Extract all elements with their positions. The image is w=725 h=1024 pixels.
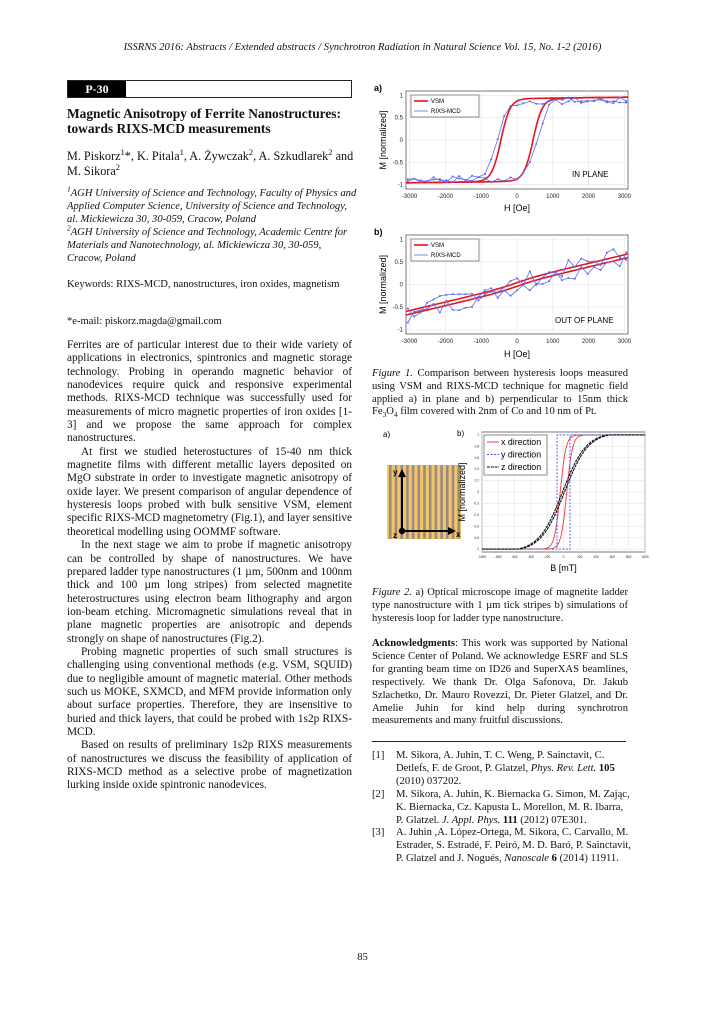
rixs-point	[497, 291, 499, 293]
rixs-point	[593, 266, 595, 268]
rixs-point	[555, 270, 557, 272]
ref-text	[396, 750, 632, 789]
rixs-point	[542, 276, 544, 278]
ref-volume: 105	[598, 762, 615, 774]
rixs-point	[542, 103, 544, 105]
ref-rest: (2010) 037202.	[396, 775, 462, 787]
x-tick-label: -2000	[437, 194, 454, 200]
y-tick-label: -0.5	[392, 305, 403, 311]
rixs-point	[458, 293, 460, 295]
rixs-point	[612, 102, 614, 104]
x-tick-label: 0	[515, 194, 519, 200]
microscope-image	[387, 465, 461, 539]
x-tick-label: -1000	[473, 194, 489, 200]
x-tick-label: -600	[511, 555, 518, 559]
rixs-point	[510, 176, 512, 178]
panel-label: b)	[374, 227, 383, 237]
caption-label: Figure 2.	[372, 587, 412, 598]
y-tick-label: -0.8	[473, 535, 479, 540]
rixs-point	[516, 289, 518, 291]
rixs-point	[426, 181, 428, 183]
rixs-point	[529, 289, 531, 291]
rixs-point	[593, 260, 595, 262]
y-tick-label: 0.4	[474, 467, 479, 472]
rixs-point	[413, 316, 415, 318]
rixs-point	[625, 102, 627, 104]
affil-sup: 1	[67, 184, 71, 194]
rixs-point	[625, 259, 627, 261]
paragraph: Ferrites are of particular interest due to their wide variety of applications in electronics, spintronics and magnetic storage technology. Probing in operando magnetic behavior of nanodevices require quick and responsive experimental methods. RIXS-MCD technique was successfully used for measurements of micro magnetic properties of iron oxides [1-3] and we propose the same approach for complex nanostructures.	[67, 339, 352, 445]
y-tick-label: -1	[397, 327, 403, 334]
paragraph: At first we studied heterostuctures of 15-40 nm thick magnetite films with different metallic layers deposited on MgO substrate in order to investigate magnetic anisotropy of oxide layer. We present comparison of angular dependence of hysteresis loops probed with bulk sensitive VSM, element specific RIXS-MCD magnetometry (Fig.1), and layer sensitive theoretical modelling using OOMMF software.	[67, 445, 352, 538]
rixs-point	[445, 294, 447, 296]
rixs-point	[516, 277, 518, 279]
rixs-point	[567, 259, 569, 261]
rixs-point	[574, 278, 576, 280]
caption-label: Figure 1.	[372, 368, 413, 379]
y-tick-label: 0	[399, 282, 403, 289]
rixs-point	[445, 179, 447, 181]
rixs-point	[458, 178, 460, 180]
rixs-point	[503, 115, 505, 117]
author-affil-sup: 2	[115, 161, 121, 172]
rixs-point	[497, 297, 499, 299]
y-tick-label: 0.2	[474, 478, 479, 483]
figure2-panel-b	[455, 425, 655, 580]
x-tick-label: -200	[544, 555, 551, 559]
rixs-point	[529, 161, 531, 163]
rixs-point	[458, 175, 460, 177]
caption-text: a) Optical microscope image of magnetite ladder type nanostructure with 1 µm tick stripes b) simulations of hysteresis loop for ladder type nanostructure.	[372, 587, 628, 624]
rixs-point	[503, 180, 505, 182]
caption-sub: 3	[382, 410, 387, 420]
rixs-point	[471, 306, 473, 308]
rixs-point	[561, 99, 563, 101]
rixs-point	[580, 266, 582, 268]
page-number: 85	[357, 952, 368, 963]
rixs-point	[587, 260, 589, 262]
rixs-point	[567, 277, 569, 279]
caption-text: film covered with 2nm of Co and 10 nm of Pt.	[397, 406, 597, 418]
rixs-point	[542, 283, 544, 285]
rixs-point	[477, 300, 479, 302]
rixs-point	[548, 280, 550, 282]
poster-id-box	[67, 80, 352, 98]
rixs-point	[477, 176, 479, 178]
x-tick-label: 1000	[641, 555, 649, 559]
rixs-point	[561, 103, 563, 105]
body-text	[67, 339, 352, 793]
rixs-point	[445, 300, 447, 302]
rixs-point	[497, 178, 499, 180]
rixs-point	[529, 270, 531, 272]
ref-journal: Nanoscale	[504, 853, 550, 865]
rixs-point	[484, 177, 486, 179]
rixs-point	[580, 102, 582, 104]
rixs-point	[420, 312, 422, 314]
x-tick-label: 3000	[617, 339, 632, 345]
ref-text	[396, 789, 632, 828]
ref-rest: (2014) 11911.	[556, 853, 619, 865]
rixs-point	[542, 122, 544, 124]
rixs-point	[600, 97, 602, 99]
x-tick-label: 0	[562, 555, 565, 559]
panel-label: a)	[374, 83, 383, 93]
axis-y-label: y	[393, 468, 398, 477]
rixs-point	[548, 100, 550, 102]
y-tick-label: 0.5	[394, 115, 403, 122]
rixs-point	[465, 307, 467, 309]
rixs-point	[452, 175, 454, 177]
affil-text: AGH University of Science and Technology, Faculty of Physics and Applied Computer Science, University of Science and Technology, al. Mickiewicza 30, 30-059, Cracow, Poland	[67, 188, 357, 225]
stripe	[435, 465, 438, 539]
legend-label: x direction	[501, 437, 542, 447]
paper-title: Magnetic Anisotropy of Ferrite Nanostructures: towards RIXS-MCD measurements	[67, 106, 341, 136]
y-tick-label: 0	[477, 490, 479, 495]
ref-journal: Phys. Rev. Lett.	[530, 762, 597, 774]
rixs-point	[612, 100, 614, 102]
author-list: M. Piskorz$^1$*, K. Pitala$^1$, A. Żywczak$^2$, A. Szkudlarek$^2$ and M. Sikora$^2$	[67, 146, 354, 178]
rixs-point	[561, 279, 563, 281]
rixs-point	[445, 181, 447, 183]
author: M. Piskorz	[67, 149, 121, 163]
rixs-point	[535, 103, 537, 105]
rixs-point	[516, 104, 518, 106]
x-tick-label: 1000	[546, 194, 560, 200]
author-affil-sup: 1	[179, 146, 184, 157]
legend	[411, 95, 479, 117]
rixs-point	[452, 181, 454, 183]
y-tick-label: 1	[477, 432, 479, 437]
y-tick-label: -0.5	[392, 160, 403, 167]
author: A. Szkudlarek	[258, 149, 329, 163]
rixs-point	[612, 248, 614, 250]
y-tick-label: 0	[399, 138, 403, 144]
email: *e-mail: piskorz.magda@gmail.com	[67, 316, 222, 327]
rixs-point	[407, 322, 409, 324]
running-head: ISSRNS 2016: Abstracts / Extended abstracts / Synchrotron Radiation in Natural Science Vol. 15, No. 1-2 (2016)	[123, 42, 602, 53]
rixs-point	[548, 271, 550, 273]
rixs-point	[471, 180, 473, 182]
stripe	[452, 465, 455, 539]
y-tick-label: -0.6	[473, 524, 479, 529]
rixs-point	[490, 181, 492, 183]
x-axis-label: B [mT]	[550, 563, 577, 573]
caption-text: O	[386, 406, 394, 418]
y-axis-label: M [normalized]	[457, 462, 467, 522]
figure1-caption	[372, 368, 628, 419]
rixs-point	[413, 178, 415, 180]
references	[372, 750, 632, 866]
rixs-point	[510, 105, 512, 107]
y-axis-label: M [normalized]	[378, 110, 388, 170]
x-tick-label: 200	[577, 555, 583, 559]
rixs-point	[471, 293, 473, 295]
ref-text	[396, 827, 632, 866]
rixs-point	[413, 311, 415, 313]
affil-sup: 2	[67, 223, 71, 233]
y-tick-label: 1	[399, 237, 403, 244]
affiliation	[67, 223, 357, 265]
ref-rest: (2012) 07E301.	[517, 814, 587, 826]
reference-item	[372, 789, 632, 828]
rixs-point	[606, 252, 608, 254]
x-tick-label: -400	[527, 555, 535, 559]
rixs-point	[497, 138, 499, 140]
x-tick-label: -3000	[401, 339, 418, 345]
x-tick-label: 2000	[581, 339, 596, 345]
references-divider	[372, 741, 626, 742]
rixs-point	[503, 287, 505, 289]
x-tick-label: 3000	[617, 194, 632, 200]
rixs-point	[426, 308, 428, 310]
rixs-point	[484, 173, 486, 175]
x-tick-label: 2000	[581, 194, 596, 200]
legend	[411, 239, 479, 261]
x-tick-label: 800	[626, 555, 632, 559]
y-tick-label: -0.4	[473, 512, 479, 517]
rixs-point	[503, 289, 505, 291]
x-axis-label: H [Oe]	[503, 203, 531, 213]
rixs-point	[407, 308, 409, 310]
plot-annotation: IN PLANE	[572, 170, 609, 179]
affiliations	[67, 184, 357, 265]
rixs-point	[432, 299, 434, 301]
caption-text: Comparison between hysteresis loops measured using VSM and RIXS-MCD technique for magnetic field applied a) in plane and b) perpendicular to 15nm thick Fe	[372, 368, 628, 418]
stripe	[389, 465, 392, 539]
rixs-point	[420, 309, 422, 311]
rixs-point	[580, 257, 582, 259]
author-affil-sup: 2	[328, 146, 333, 157]
rixs-point	[407, 180, 409, 182]
rixs-point	[535, 283, 537, 285]
rixs-point	[510, 280, 512, 282]
rixs-point	[452, 309, 454, 311]
stripe	[412, 465, 415, 539]
rixs-point	[600, 264, 602, 266]
rixs-point	[432, 179, 434, 181]
ref-authors: M. Sikora, A. Juhin, T. C. Weng, P. Sainctavit, C. Detlefs, F. de Groot, P. Glatzel,	[396, 750, 605, 774]
z-axis-dot	[399, 528, 405, 534]
rixs-point	[561, 275, 563, 277]
legend-label: y direction	[501, 449, 542, 460]
rixs-point	[471, 175, 473, 177]
poster-id: P-30	[68, 81, 126, 97]
y-tick-label: 0.5	[394, 260, 403, 266]
rixs-point	[465, 180, 467, 182]
authors-and: and	[335, 149, 354, 163]
rixs-point	[452, 293, 454, 295]
rixs-point	[484, 293, 486, 295]
author-affil-sup: 2	[248, 146, 254, 157]
plot-annotation: OUT OF PLANE	[555, 316, 614, 325]
paragraph: In the next stage we aim to probe if magnetic anisotropy can be controlled by shape of nanostructures. We have prepared ladder type nanostructures (1 µm, 500nm and 100nm thick and 100 µm long stripes) from selected magnetite heterostructures using electron beam lithography and argon ion-beam etching. Micromagnetic simulations reveal that in plane magnetic properties are anisotropic and depends strongly on shape of nanostructures (Fig.2).	[67, 539, 352, 645]
keywords: Keywords: RIXS-MCD, nanostructures, iron oxides, magnetism	[67, 279, 340, 290]
y-tick-label: -1	[397, 182, 403, 189]
rixs-point	[426, 302, 428, 304]
rixs-point	[490, 291, 492, 293]
legend	[484, 435, 547, 475]
figure1-panel-b	[370, 224, 640, 366]
y-tick-label: -0.2	[473, 501, 479, 506]
stripe	[418, 465, 421, 539]
rixs-point	[465, 293, 467, 295]
legend-label: RIXS-MCD	[431, 253, 461, 259]
panel-label: a)	[383, 430, 391, 439]
affiliation	[67, 184, 357, 226]
rixs-point	[529, 100, 531, 102]
stripe	[429, 465, 432, 539]
rixs-point	[580, 100, 582, 102]
y-tick-label: 1	[399, 93, 403, 100]
rixs-point	[555, 99, 557, 101]
caption-sub: 4	[393, 410, 398, 420]
rixs-point	[548, 104, 550, 106]
panel-label: b)	[457, 429, 465, 438]
x-tick-label: 1000	[546, 339, 560, 345]
affil-text: AGH University of Science and Technology, Academic Centre for Materials and Nanotechnology, al. Mickiewicza 30, 30-059, Cracow, Poland	[67, 227, 348, 264]
author: A. Żywczak	[189, 149, 249, 163]
rixs-point	[593, 100, 595, 102]
rixs-point	[490, 158, 492, 160]
rixs-point	[458, 309, 460, 311]
rixs-point	[477, 296, 479, 298]
ref-volume: 6	[551, 853, 557, 865]
rixs-point	[522, 102, 524, 104]
y-tick-label: -1	[476, 547, 479, 552]
x-tick-label: -1000	[473, 339, 489, 345]
axis-x-label: x	[456, 530, 461, 539]
author: M. Sikora	[67, 164, 116, 178]
x-tick-label: -800	[495, 555, 502, 559]
rixs-point	[510, 295, 512, 297]
x-tick-label: -2000	[437, 339, 454, 345]
rixs-point	[522, 284, 524, 286]
rixs-point	[606, 100, 608, 102]
author-affil-sup: 1	[120, 146, 125, 157]
ref-number: [1]	[372, 750, 385, 761]
rixs-point	[439, 295, 441, 297]
rixs-point	[535, 143, 537, 145]
rixs-point	[587, 273, 589, 275]
x-tick-label: 600	[609, 555, 616, 559]
rixs-point	[420, 179, 422, 181]
paragraph: Probing magnetic properties of such small structures is challenging using conventional methods (e.g. VSM, SQUID) due to negligible amount of magnetic material. Other methods such us MOKE, SXMCD, and MFM provide information only about surface properties. Therefore, they are insensitive to buried and thick layers, that could be probed with 1s2p RIXS-MCD.	[67, 645, 352, 738]
stripe	[440, 465, 443, 539]
rixs-point	[619, 257, 621, 259]
figure1-panel-a	[370, 80, 640, 220]
x-tick-label: -1000	[477, 555, 487, 559]
rixs-point	[522, 172, 524, 174]
rixs-point	[407, 178, 409, 180]
figure2-caption	[372, 587, 628, 625]
x-tick-label: 0	[515, 339, 519, 345]
y-axis-label: M [normalized]	[378, 254, 388, 315]
rixs-point	[619, 265, 621, 267]
legend-label: VSM	[431, 99, 445, 105]
rixs-point	[567, 97, 569, 99]
rixs-point	[432, 303, 434, 305]
x-axis-label: H [Oe]	[503, 349, 531, 359]
y-tick-label: 0.6	[474, 455, 479, 460]
rixs-point	[619, 96, 621, 98]
rixs-point	[484, 289, 486, 291]
rixs-point	[439, 311, 441, 313]
axis-z-label: z	[393, 531, 397, 540]
acknowledgments-heading: Acknowledgments	[372, 638, 455, 649]
paragraph: Based on results of preliminary 1s2p RIXS measurements of nanostructures we discuss the feasibility of application of RIXS-MCD method as a selective probe of magnetization lurking inside oxide spintronic nanodevices.	[67, 739, 352, 792]
ref-authors: M. Sikora, A. Juhin, K. Biernacka G. Simon, M. Zając, K. Biernacka, Cz. Kapusta L. Morellon, M. R. Ibarra, P. Glatzel.	[396, 788, 630, 826]
legend-label: VSM	[431, 243, 445, 249]
rixs-point	[606, 261, 608, 263]
rixs-point	[439, 179, 441, 181]
y-tick-label: 0.8	[474, 444, 479, 449]
legend-label: z direction	[501, 462, 542, 472]
rixs-point	[574, 97, 576, 99]
corresponding-mark: *	[124, 149, 131, 163]
x-tick-label: -3000	[401, 194, 418, 200]
reference-item	[372, 750, 632, 789]
author: K. Pitala	[136, 149, 180, 163]
acknowledgments	[372, 638, 628, 728]
ref-number: [3]	[372, 827, 385, 839]
stripe	[406, 465, 409, 539]
ref-journal: J. Appl. Phys.	[441, 814, 501, 826]
rixs-point	[625, 251, 627, 253]
rixs-point	[574, 101, 576, 103]
rixs-point	[567, 100, 569, 102]
rixs-point	[490, 287, 492, 289]
legend-label: RIXS-MCD	[431, 109, 461, 115]
reference-item	[372, 827, 632, 866]
rixs-point	[600, 269, 602, 271]
rixs-point	[587, 100, 589, 102]
rixs-point	[574, 266, 576, 268]
ref-authors: A. Juhin ,A. López-Ortega, M. Sikora, C. Carvallo, M. Estrader, S. Estradé, F. Peiró, M. D. Baró, P. Sainctavit, P. Glatzel and J. Nogués,	[396, 827, 631, 865]
stripe	[423, 465, 426, 539]
x-tick-label: 400	[593, 555, 599, 559]
acknowledgments-text: : This work was supported by National Science Center of Poland. We acknowledge ESRF and SLS for granting beam time on ID26 and SuperXAS beamlines, respectively. We thank Dr. Olga Safonova, Dr. Jakub Szlachetko, Dr. Mauro Rovezzi, Dr. Pieter Glatzel, and Dr. Amelie Juhin for kind help during synchrotron measurements and many fruitful discussions.	[372, 638, 628, 727]
rixs-point	[612, 260, 614, 262]
ref-number: [2]	[372, 788, 385, 800]
rixs-point	[516, 179, 518, 181]
rixs-point	[619, 101, 621, 103]
ref-volume: 111	[502, 814, 518, 826]
rixs-point	[432, 176, 434, 178]
